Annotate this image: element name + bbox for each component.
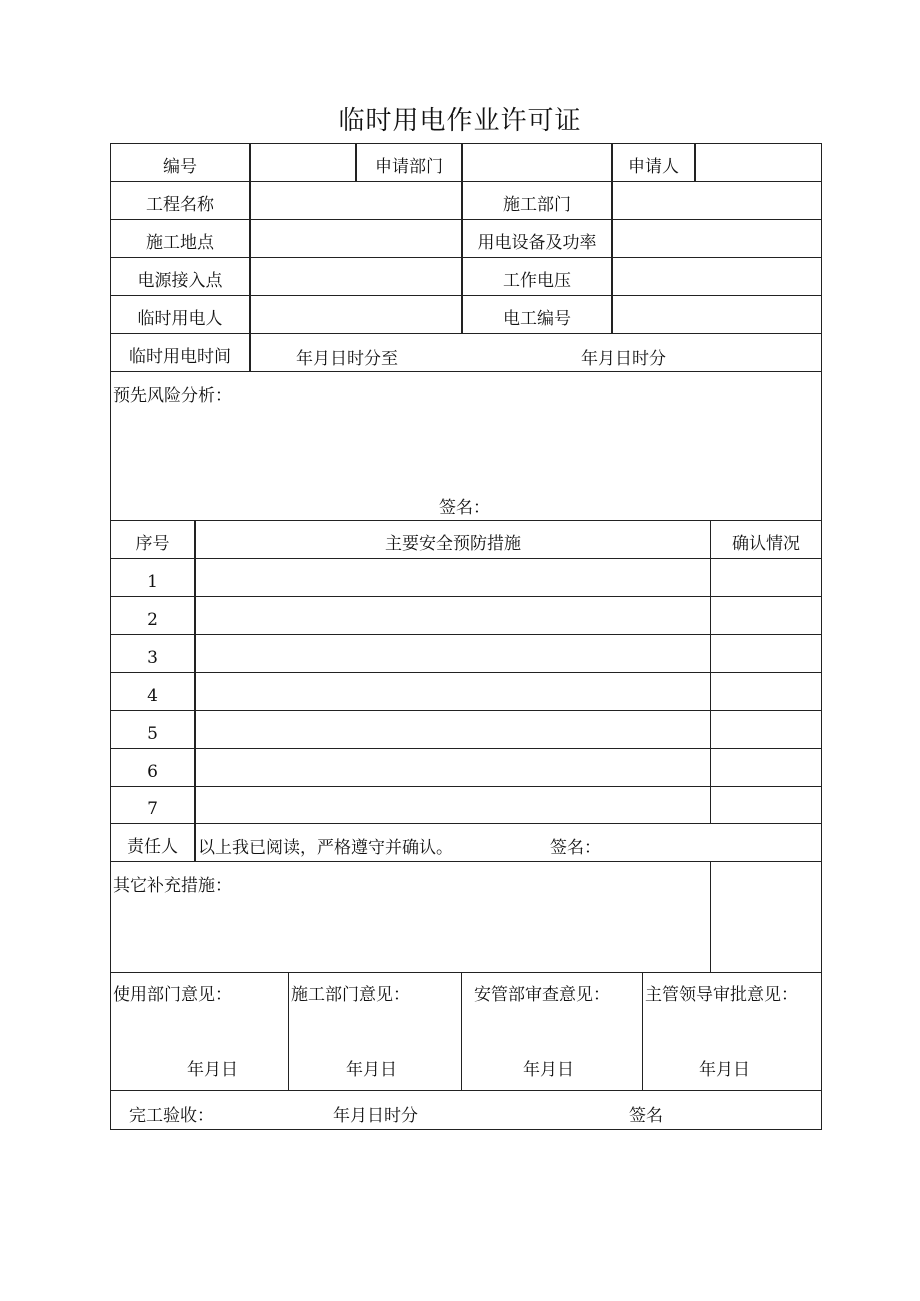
risk-sign-label: 签名： bbox=[439, 498, 490, 518]
opinion-label: 主管领导审批意见： bbox=[645, 985, 798, 1005]
completion-row[interactable] bbox=[110, 1090, 822, 1130]
measure-row-confirm[interactable] bbox=[710, 748, 822, 787]
project-name-label: 工程名称 bbox=[110, 181, 250, 220]
measure-row-no: 2 bbox=[110, 596, 195, 635]
completion-time: 年月日时分 bbox=[333, 1106, 418, 1126]
form-title: 临时用电作业许可证 bbox=[338, 106, 582, 136]
electrician-no-label: 电工编号 bbox=[462, 295, 612, 334]
opinion-date: 年月日 bbox=[523, 1060, 574, 1080]
opinion-label: 施工部门意见： bbox=[291, 985, 410, 1005]
measure-row-text[interactable] bbox=[195, 596, 711, 635]
construction-dept-label: 施工部门 bbox=[462, 181, 612, 220]
measure-row-no: 5 bbox=[110, 710, 195, 749]
opinion-date: 年月日 bbox=[187, 1060, 238, 1080]
applying-dept-field[interactable] bbox=[462, 143, 612, 182]
opinion-label: 安管部审查意见： bbox=[474, 985, 610, 1005]
other-measures-label: 其它补充措施： bbox=[113, 876, 232, 896]
measure-row-text[interactable] bbox=[195, 672, 711, 711]
temp-user-label: 临时用电人 bbox=[110, 295, 250, 334]
responsible-sign-label: 签名： bbox=[550, 838, 601, 858]
responsible-label: 责任人 bbox=[110, 823, 195, 862]
measures-header-no: 序号 bbox=[110, 520, 195, 559]
other-measures-box[interactable] bbox=[110, 861, 711, 973]
applying-dept-label: 申请部门 bbox=[356, 143, 462, 182]
time-from-text: 年月日时分至 bbox=[296, 349, 398, 369]
equipment-power-field[interactable] bbox=[612, 219, 822, 258]
serial-no-label: 编号 bbox=[110, 143, 250, 182]
temp-user-field[interactable] bbox=[250, 295, 462, 334]
equipment-power-label: 用电设备及功率 bbox=[462, 219, 612, 258]
measure-row-text[interactable] bbox=[195, 558, 711, 597]
measure-row-no: 1 bbox=[110, 558, 195, 597]
opinion-label: 使用部门意见： bbox=[113, 985, 232, 1005]
user-dept-opinion[interactable] bbox=[110, 972, 289, 1091]
measure-row-confirm[interactable] bbox=[710, 786, 822, 824]
risk-analysis-box[interactable] bbox=[110, 371, 822, 521]
measure-row-confirm[interactable] bbox=[710, 672, 822, 711]
completion-sign-label: 签名 bbox=[629, 1106, 663, 1126]
site-field[interactable] bbox=[250, 219, 462, 258]
power-access-field[interactable] bbox=[250, 257, 462, 296]
construction-dept-field[interactable] bbox=[612, 181, 822, 220]
completion-label: 完工验收： bbox=[129, 1106, 214, 1126]
opinion-date: 年月日 bbox=[346, 1060, 397, 1080]
measure-row-confirm[interactable] bbox=[710, 710, 822, 749]
voltage-field[interactable] bbox=[612, 257, 822, 296]
electrician-no-field[interactable] bbox=[612, 295, 822, 334]
measure-row-text[interactable] bbox=[195, 748, 711, 787]
site-label: 施工地点 bbox=[110, 219, 250, 258]
measure-row-confirm[interactable] bbox=[710, 558, 822, 597]
measure-row-confirm[interactable] bbox=[710, 634, 822, 673]
responsible-statement: 以上我已阅读，严格遵守并确认。 bbox=[198, 838, 453, 858]
measure-row-text[interactable] bbox=[195, 710, 711, 749]
applicant-field[interactable] bbox=[695, 143, 822, 182]
measure-row-no: 6 bbox=[110, 748, 195, 787]
time-to-text: 年月日时分 bbox=[581, 349, 666, 369]
serial-no-field[interactable] bbox=[250, 143, 356, 182]
responsible-statement-cell[interactable] bbox=[195, 823, 822, 862]
measure-row-no: 3 bbox=[110, 634, 195, 673]
power-access-label: 电源接入点 bbox=[110, 257, 250, 296]
measure-row-text[interactable] bbox=[195, 786, 711, 824]
leader-approval-opinion[interactable] bbox=[642, 972, 822, 1091]
construction-dept-opinion[interactable] bbox=[288, 972, 462, 1091]
usage-time-label: 临时用电时间 bbox=[110, 333, 250, 372]
measure-row-no: 7 bbox=[110, 786, 195, 824]
measures-header-confirm: 确认情况 bbox=[710, 520, 822, 559]
safety-dept-opinion[interactable] bbox=[461, 972, 643, 1091]
risk-analysis-label: 预先风险分析： bbox=[113, 386, 232, 406]
project-name-field[interactable] bbox=[250, 181, 462, 220]
measures-header-measure: 主要安全预防措施 bbox=[195, 520, 711, 559]
measure-row-text[interactable] bbox=[195, 634, 711, 673]
other-measures-confirm[interactable] bbox=[710, 861, 822, 973]
measure-row-confirm[interactable] bbox=[710, 596, 822, 635]
voltage-label: 工作电压 bbox=[462, 257, 612, 296]
opinion-date: 年月日 bbox=[699, 1060, 750, 1080]
usage-time-field[interactable] bbox=[250, 333, 822, 372]
measure-row-no: 4 bbox=[110, 672, 195, 711]
applicant-label: 申请人 bbox=[612, 143, 695, 182]
